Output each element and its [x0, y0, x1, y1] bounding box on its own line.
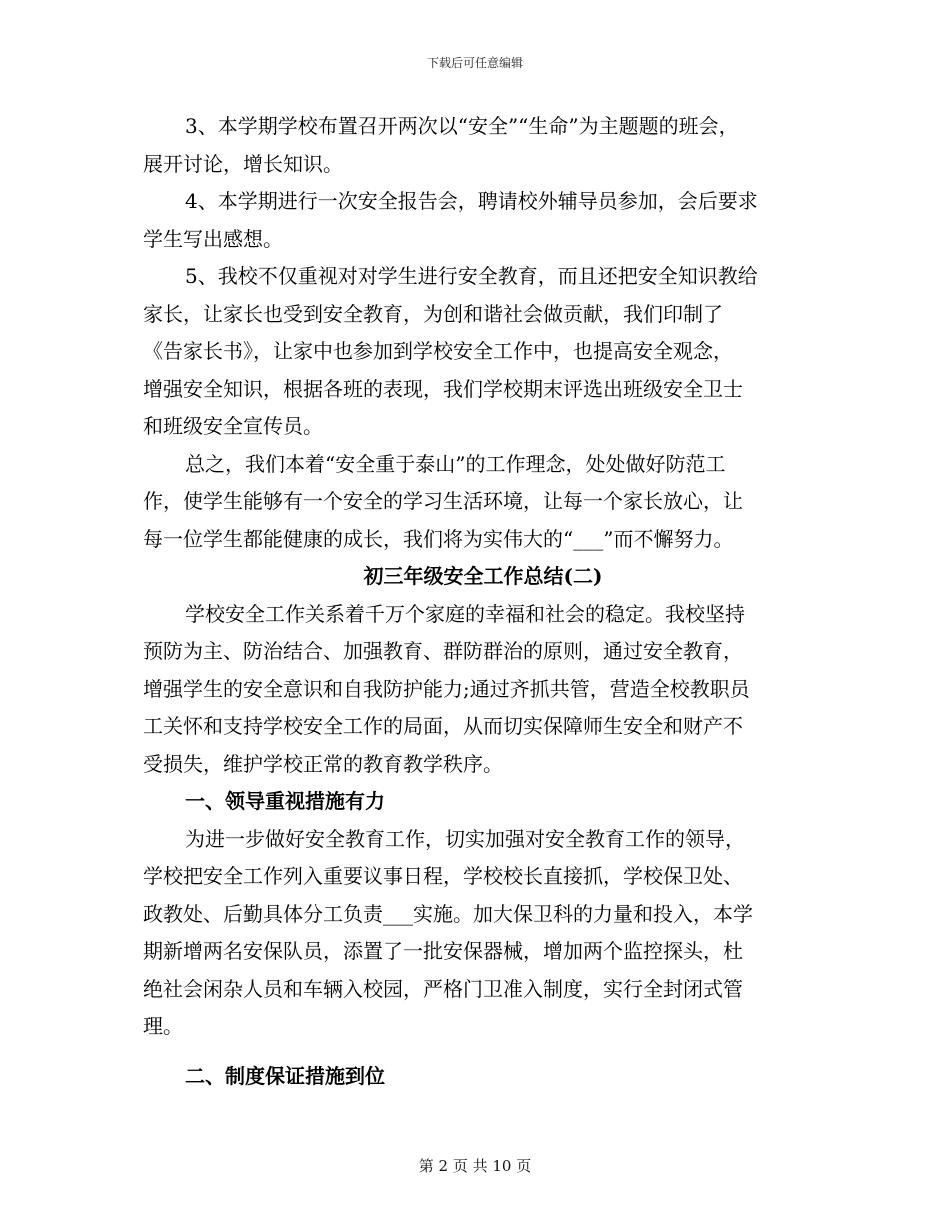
section-title: 初三年级安全工作总结(二)	[363, 564, 603, 588]
text-line: 家长，让家长也受到安全教育，为创和谐社会做贡献，我们印制了	[143, 301, 723, 326]
text-line: 预防为主、防治结合、加强教育、群防群治的原则，通过安全教育，	[143, 639, 743, 663]
text-line: 工关怀和支持学校安全工作的局面，从而切实保障师生安全和财产不	[143, 714, 743, 738]
text-line: 政教处、后勤具体分工负责___实施。加大保卫科的力量和投入，本学	[143, 901, 753, 926]
text-line: 增强安全知识，根据各班的表现，我们学校期末评选出班级安全卫士	[143, 376, 743, 401]
text-line: 绝社会闲杂人员和车辆入校园，严格门卫准入制度，实行全封闭式管	[143, 976, 743, 1001]
text-line: 和班级安全宣传员。	[143, 414, 323, 438]
text-line: 4、本学期进行一次安全报告会，聘请校外辅导员参加，会后要求	[185, 189, 758, 213]
text-line: 每一位学生都能健康的成长，我们将为实伟大的“___”而不懈努力。	[143, 526, 734, 551]
text-line: 《告家长书》，让家中也参加到学校安全工作中，也提高安全观念，	[143, 339, 733, 363]
text-line: 学校把安全工作列入重要议事日程，学校校长直接抓，学校保卫处、	[143, 864, 743, 888]
text-line: 受损失，维护学校正常的教育教学秩序。	[143, 751, 503, 776]
page-header: 下载后可任意编辑	[426, 56, 523, 70]
text-line: 增强学生的安全意识和自我防护能力;通过齐抓共管，营造全校教职员	[143, 676, 750, 701]
text-line: 期新增两名安保队员，添置了一批安保器械，增加两个监控探头，杜	[143, 939, 743, 963]
section-heading: 一、领导重视措施有力	[185, 789, 385, 813]
text-line: 学生写出感想。	[143, 226, 283, 251]
text-line: 展开讨论，增长知识。	[143, 151, 343, 176]
text-line: 作，使学生能够有一个安全的学习生活环境，让每一个家长放心，让	[143, 489, 743, 513]
text-line: 总之，我们本着“安全重于泰山”的工作理念，处处做好防范工	[185, 451, 726, 476]
section-heading: 二、制度保证措施到位	[185, 1063, 385, 1088]
text-line: 5、我校不仅重视对对学生进行安全教育，而且还把安全知识教给	[185, 264, 758, 288]
text-line: 学校安全工作关系着千万个家庭的幸福和社会的稳定。我校坚持	[185, 601, 745, 626]
page-footer: 第 2 页 共 10 页	[418, 1157, 532, 1175]
text-line: 为进一步做好安全教育工作，切实加强对安全教育工作的领导，	[185, 826, 745, 851]
text-line: 理。	[143, 1014, 183, 1038]
document-body	[143, 108, 823, 1095]
text-line: 3、本学期学校布置召开两次以“安全”“生命”为主题题的班会，	[185, 114, 739, 138]
